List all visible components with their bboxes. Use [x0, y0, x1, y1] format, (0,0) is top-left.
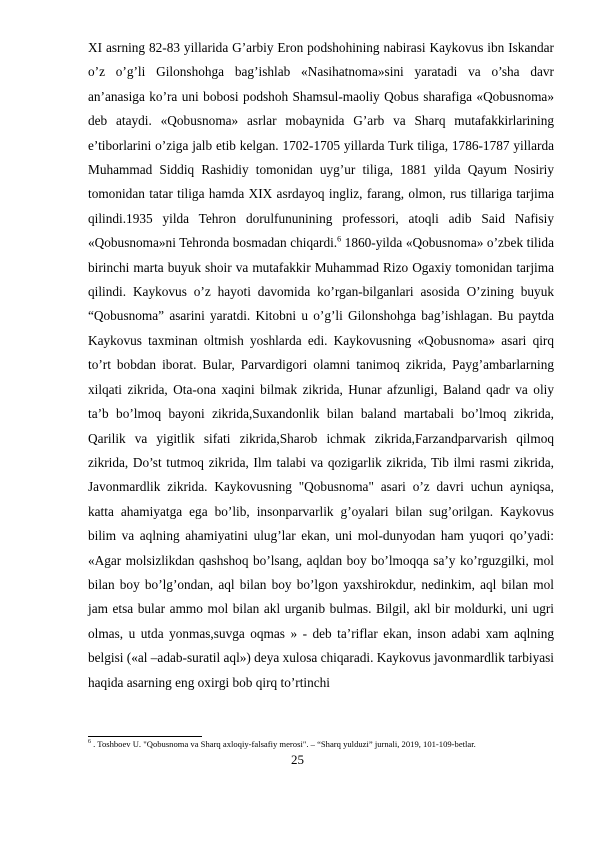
body-paragraph — [88, 36, 554, 695]
footnote — [88, 739, 558, 750]
body-text-part-1: XI asrning 82-83 yillarida G’arbiy Eron podshohining nabirasi Kaykovus ibn Iskandar o’z o’g’li Gilonshohga bag’ishlab «Nasihatnoma»sini yaratadi va o’sha davr an’anasiga ko’ra uni bobosi podshoh Shamsul-maoliy Qobus sharafiga «Qobusnoma» deb ataydi. «Qobusnoma» asrlar mobaynida G’arb va Sharq mutafakkirlarining e’tiborlarini o’ziga jalb etib kelgan. 1702-1705 yillarda Turk tiliga, 1786-1787 yillarda Muhammad Siddiq Rashidiy tomonidan uyg’ur tiliga, 1881 yilda Qayum Nosiriy tomonidan tatar tiliga hamda XIX asrdayoq ingliz, farang, olmon, rus tillariga tarjima qilindi.1935 yilda Tehron dorulfununining professori, atoqli adib Said Nafisiy «Qobusnoma»ni Tehronda bosmadan chiqardi. — [88, 40, 554, 251]
footnote-reference[interactable]: 6 — [337, 234, 342, 244]
footnote-mark: 6 — [88, 739, 91, 746]
footnote-divider — [88, 736, 202, 737]
body-text-part-2: 1860-yilda «Qobusnoma» o’zbek tilida birinchi marta buyuk shoir va mutafakkir Muhammad Rizo Ogaxiy tomonidan tarjima qilindi. Kaykovus o’z hayoti davomida ko’rgan-bilganlari asosida O’zining buyuk “Qobusnoma” asarini yaratdi. Kitobni u o’g’li Gilonshohga bag’ishlagan. Bu paytda Kaykovus taxminan oltmish yoshlarda edi. Kaykovusning «Qobusnoma» asari qirq to’rt bobdan iborat. Bular, Parvardigori olamni tanimoq zikrida, Payg’ambarlarning xilqati zikrida, Ota-ona xaqini bilmak zikrida, Hunar afzunligi, Baland qadr va oliy ta’b bo’lmoq bayoni zikrida,Suxandonlik bilan baland martabali bo’lmoq zikrida, Qarilik va yigitlik sifati zikrida,Sharob ichmak zikrida,Farzandparvarish qilmoq zikrida, Do’st tutmoq zikrida, Ilm talabi va qozigarlik zikrida, Tib ilmi rasmi zikrida, Javonmardlik zikrida. Kaykovusning "Qobusnoma" asari o’z davri uchun ayniqsa, katta ahamiyatga ega bo’lib, insonparvarlik g’oyalari bilan sug’orilgan. Kaykovus bilim va aqlning ahamiyatini ulug’lar ekan, uni mol-dunyodan ham yuqori qo’yadi: «Agar molsizlikdan qashshoq bo’lsang, aqldan boy bo’lmoqqa sa’y ko’rguzgilki, mol bilan boy bo’lg’ondan, aql bilan boy bo’lgon yaxshirokdur, nedinkim, aql bilan mol jam etsa bular ammo mol bilan akl urganib bulmas. Bilgil, akl bir moldurki, uni ugri olmas, u utda yonmas,suvga oqmas » - deb ta’riflar ekan, inson adabi xam aqlning belgisi («al –adab-suratil aql») deya xulosa chiqaradi. Kaykovus javonmardlik tarbiyasi haqida asarning eng oxirgi bob qirq to’rtinchi — [88, 235, 554, 690]
page-number: 25 — [291, 752, 304, 767]
footnote-text: . Toshboev U. "Qobusnoma va Sharq axloqiy-falsafiy merosi". – “Sharq yulduzi” jurnali, 2019, 101-109-betlar. — [91, 739, 476, 749]
